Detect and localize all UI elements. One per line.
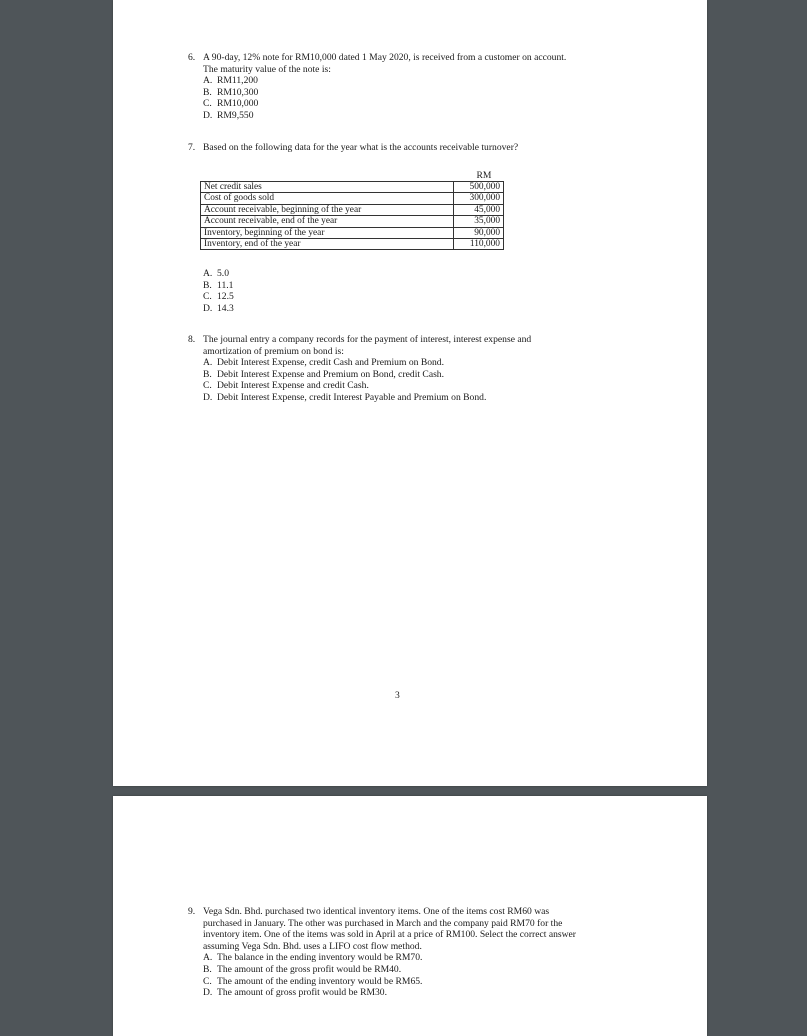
option-text: Debit Interest Expense, credit Interest Payable and Premium on Bond. <box>217 391 487 403</box>
option-letter: D. <box>203 109 213 121</box>
answer-option <box>203 87 663 99</box>
question-number: 9. <box>188 906 196 917</box>
question-text-line: Based on the following data for the year what is the accounts receivable turnover? <box>203 142 519 153</box>
option-text: RM11,200 <box>217 75 258 87</box>
option-text: 14.3 <box>217 302 234 314</box>
question-text-line: The maturity value of the note is: <box>203 63 331 75</box>
option-letter: B. <box>203 279 212 291</box>
question-text-line: assuming Vega Sdn. Bhd. uses a LIFO cost flow method. <box>203 940 422 952</box>
option-letter: B. <box>203 963 212 975</box>
option-text: 12.5 <box>217 291 234 303</box>
option-text: 11.1 <box>217 279 234 291</box>
page-number: 3 <box>395 690 400 701</box>
table-row <box>201 204 504 215</box>
question-text-line: amortization of premium on bond is: <box>203 345 344 357</box>
table-row <box>201 239 504 250</box>
question-number: 7. <box>188 142 196 153</box>
table-cell-label: Inventory, beginning of the year <box>201 227 454 238</box>
answer-option <box>203 280 663 292</box>
answer-option <box>203 952 663 964</box>
table-row <box>201 227 504 238</box>
document-page-1 <box>113 0 707 786</box>
table-row <box>201 182 504 193</box>
table-row <box>201 193 504 204</box>
answer-option <box>203 303 663 315</box>
question-number: 8. <box>188 334 196 345</box>
option-letter: C. <box>203 380 212 392</box>
table-row <box>201 216 504 227</box>
question-number: 6. <box>188 52 196 63</box>
option-letter: C. <box>203 291 212 303</box>
table-cell-label: Cost of goods sold <box>201 193 454 204</box>
option-letter: B. <box>203 86 212 98</box>
document-page-2 <box>113 796 707 1036</box>
answer-option <box>203 98 663 110</box>
table-cell-label: Account receivable, end of the year <box>201 216 454 227</box>
question-text-line: purchased in January. The other was purchased in March and the company paid RM70 for the <box>203 917 563 929</box>
option-text: Debit Interest Expense and Premium on Bond, credit Cash. <box>217 368 445 380</box>
question-text-line: Vega Sdn. Bhd. purchased two identical inventory items. One of the items cost RM60 was <box>203 906 550 917</box>
table-cell-value: 90,000 <box>454 227 504 238</box>
table-cell-value: 300,000 <box>454 193 504 204</box>
table-cell-value: 500,000 <box>454 182 504 193</box>
answer-option <box>203 976 663 988</box>
option-letter: D. <box>203 302 213 314</box>
table-cell-label: Inventory, end of the year <box>201 239 454 250</box>
table-cell-value: 45,000 <box>454 204 504 215</box>
option-text: RM9,550 <box>217 109 254 121</box>
answer-option <box>203 987 663 999</box>
option-text: The amount of gross profit would be RM30. <box>217 987 388 999</box>
option-letter: A. <box>203 75 213 87</box>
question-body <box>203 906 663 999</box>
option-text: The amount of the gross profit would be RM40. <box>217 963 402 975</box>
option-letter: A. <box>203 357 213 369</box>
question-text-line: The journal entry a company records for the payment of interest, interest expense and <box>203 334 532 345</box>
answer-option <box>203 291 663 303</box>
table-unit-header: RM <box>476 170 492 181</box>
answer-option <box>203 964 663 976</box>
option-letter: C. <box>203 98 212 110</box>
question-body <box>203 334 663 404</box>
question-text-line: A 90-day, 12% note for RM10,000 dated 1 May 2020, is received from a customer on account. <box>203 52 567 63</box>
option-letter: D. <box>203 391 213 403</box>
option-letter: C. <box>203 975 212 987</box>
option-text: Debit Interest Expense and credit Cash. <box>217 380 369 392</box>
answer-option <box>203 392 663 404</box>
option-text: RM10,000 <box>217 98 259 110</box>
option-letter: A. <box>203 268 213 279</box>
table-cell-value: 110,000 <box>454 239 504 250</box>
answer-option <box>203 110 663 122</box>
question-options <box>203 268 663 314</box>
answer-option <box>203 268 663 280</box>
table-cell-value: 35,000 <box>454 216 504 227</box>
option-letter: B. <box>203 368 212 380</box>
table-cell-label: Account receivable, beginning of the year <box>201 204 454 215</box>
option-text: Debit Interest Expense, credit Cash and Premium on Bond. <box>217 357 445 369</box>
option-text: The balance in the ending inventory would be RM70. <box>217 952 423 964</box>
option-letter: D. <box>203 987 213 999</box>
option-text: RM10,300 <box>217 86 259 98</box>
answer-option <box>203 357 663 369</box>
question-body <box>203 142 663 154</box>
data-table <box>200 181 504 250</box>
option-text: 5.0 <box>217 268 229 279</box>
answer-option <box>203 380 663 392</box>
option-text: The amount of the ending inventory would be RM65. <box>217 975 423 987</box>
answer-option <box>203 75 663 87</box>
question-body <box>203 52 663 122</box>
answer-option <box>203 369 663 381</box>
question-text-line: inventory item. One of the items was sold in April at a price of RM100. Select the correct answer <box>203 929 576 941</box>
option-letter: A. <box>203 952 213 964</box>
table-cell-label: Net credit sales <box>201 182 454 193</box>
